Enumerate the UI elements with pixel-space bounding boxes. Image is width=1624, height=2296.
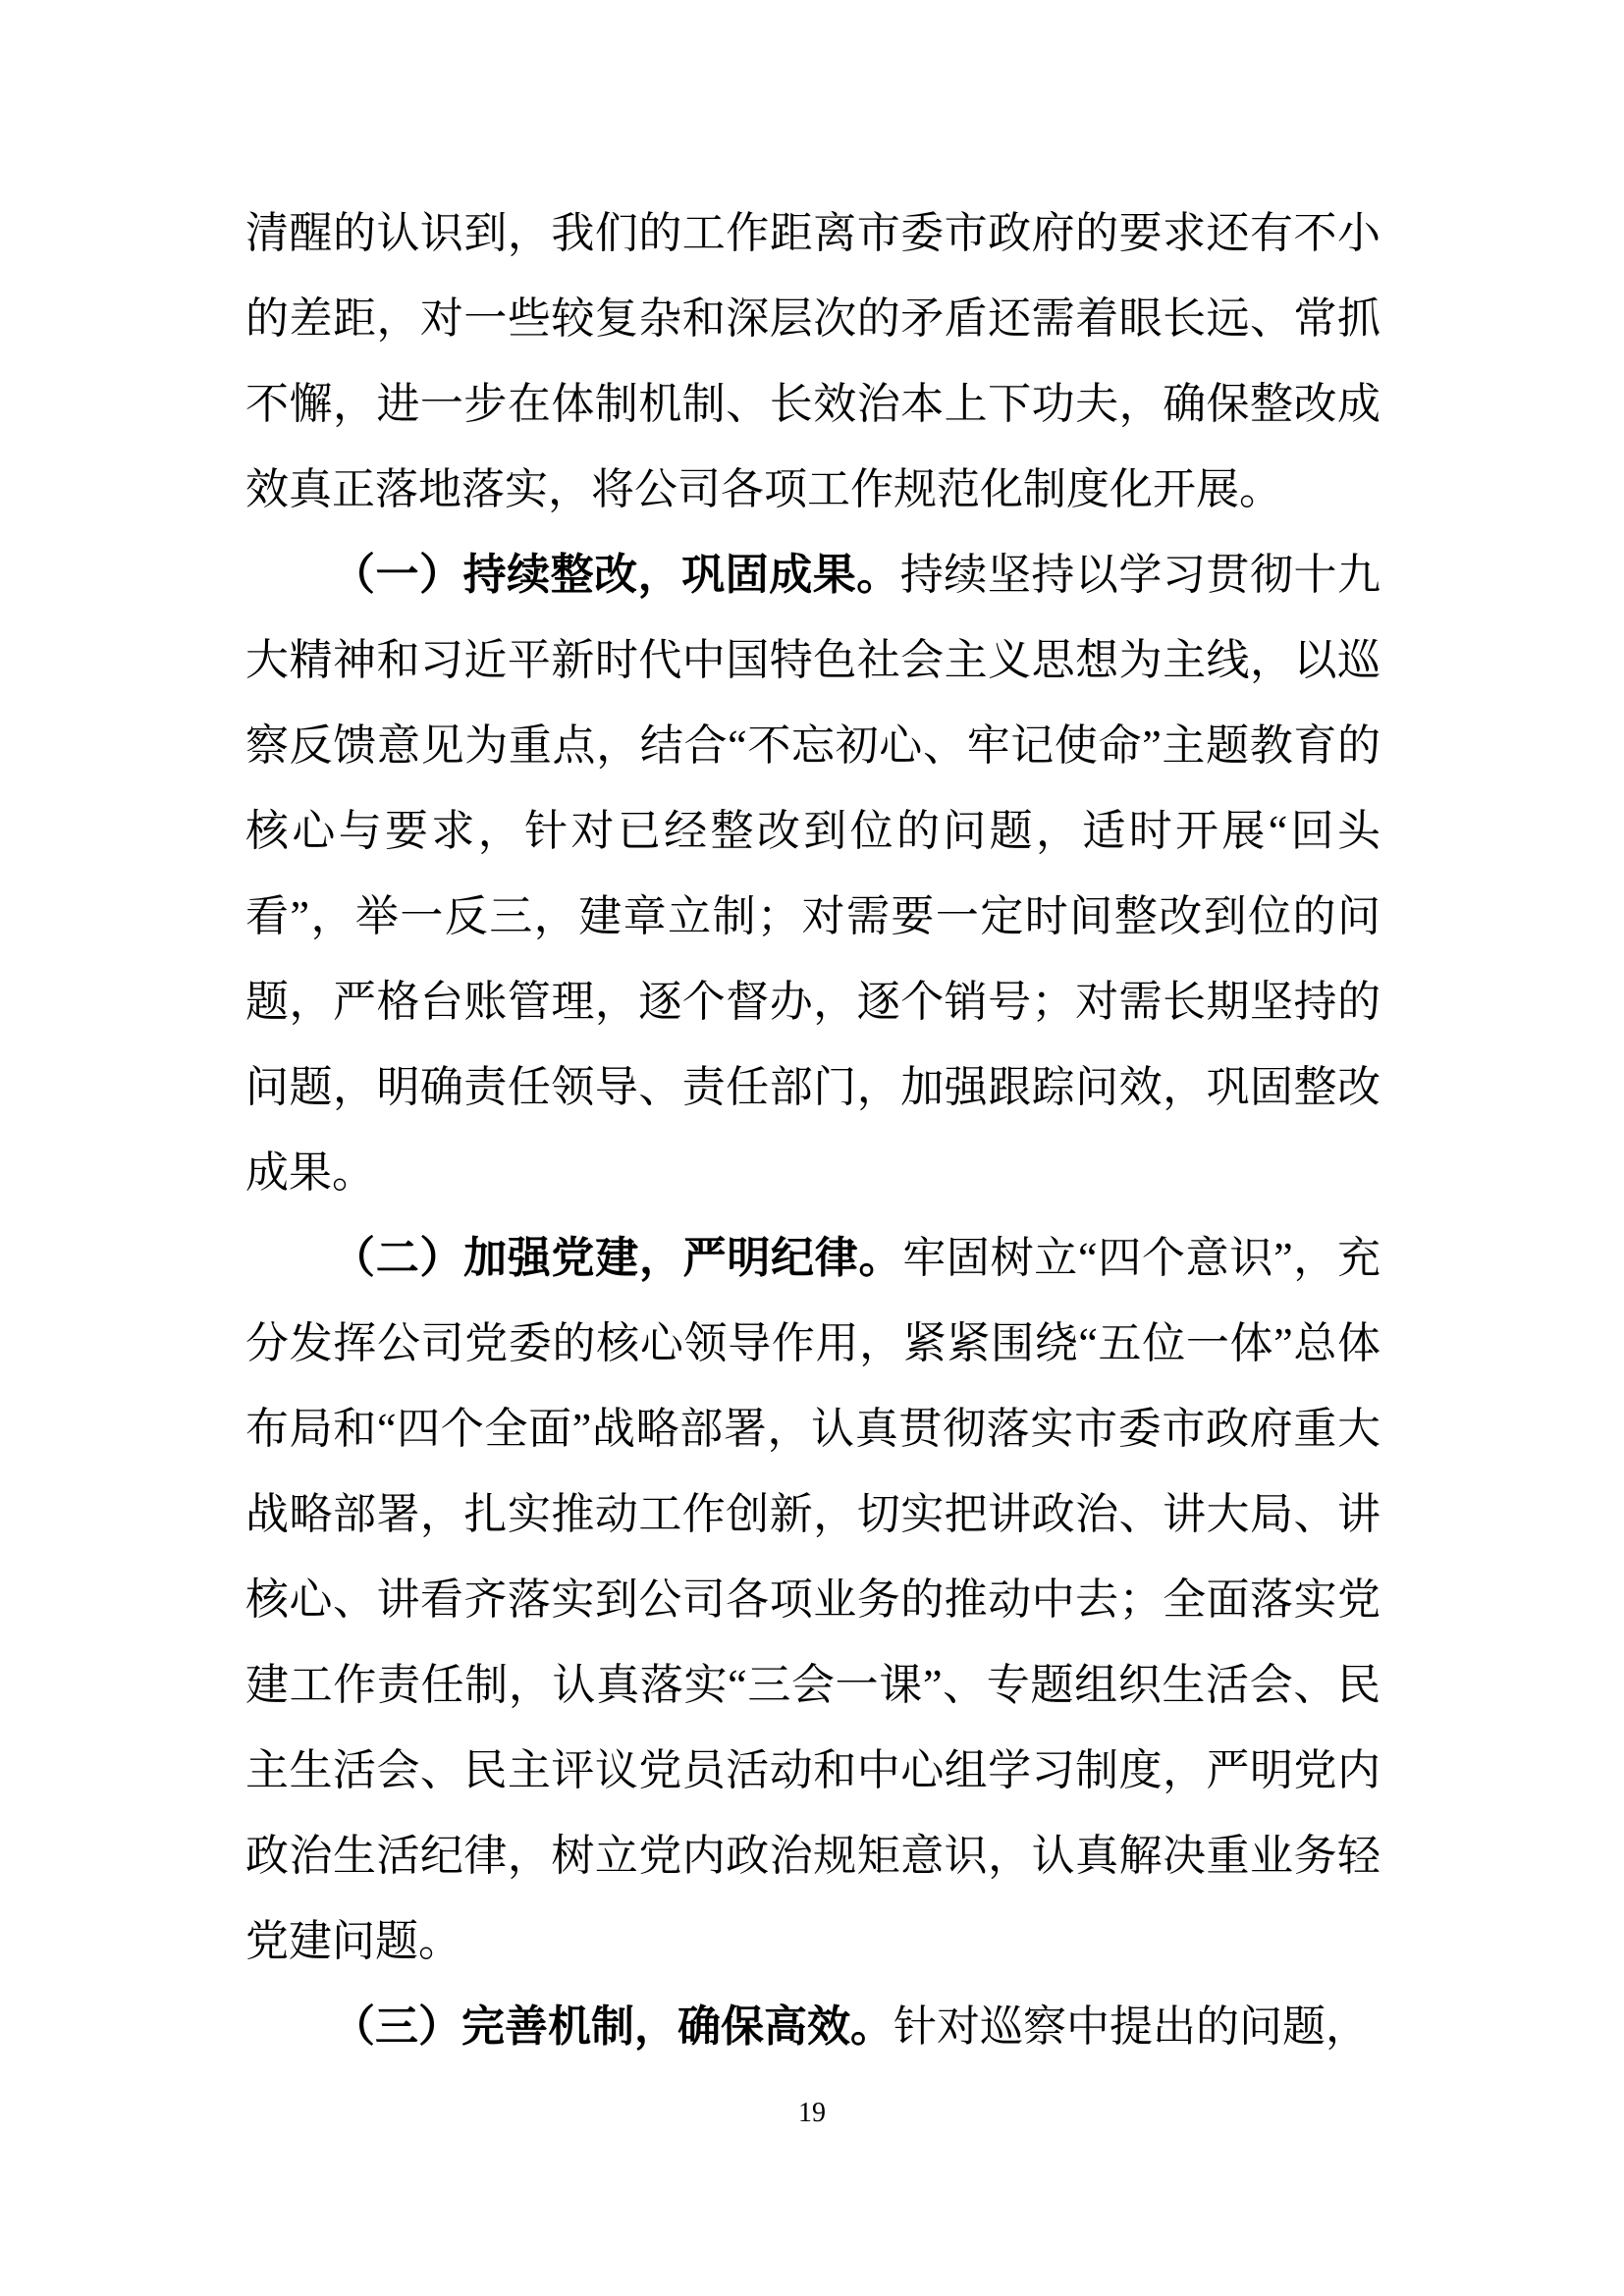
paragraph-lead: （三）完善机制，确保高效。 [332,2002,893,2051]
document-body [245,190,1380,2069]
paragraph-text: 清醒的认识到，我们的工作距离市委市政府的要求还有不小的差距，对一些较复杂和深层次的矛盾还需着眼长远、常抓不懈，进一步在体制机制、长效治本上下功夫，确保整改成效真正落地落实，将公司各项工作规范化制度化开展。 [245,209,1380,513]
paragraph-text: 牢固树立“四个意识”，充分发挥公司党委的核心领导作用，紧紧围绕“五位一体”总体布局和“四个全面”战略部署，认真贯彻落实市委市政府重大战略部署，扎实推动工作创新，切实把讲政治、讲大局、讲核心、讲看齐落实到公司各项业务的推动中去；全面落实党建工作责任制，认真落实“三会一课”、专题组织生活会、民主生活会、民主评议党员活动和中心组学习制度，严明党内政治生活纪律，树立党内政治规矩意识，认真解决重业务轻党建问题。 [245,1234,1381,1965]
paragraph-text: 针对巡察中提出的问题， [893,2002,1369,2051]
paragraph [245,532,1380,1215]
paragraph [245,190,1380,532]
paragraph-text: 持续坚持以学习贯彻十九大精神和习近平新时代中国特色社会主义思想为主线，以巡察反馈意见为重点，结合“不忘初心、牢记使命”主题教育的核心与要求，针对已经整改到位的问题，适时开展“回头看”，举一反三，建章立制；对需要一定时间整改到位的问题，严格台账管理，逐个督办，逐个销号；对需长期坚持的问题，明确责任领导、责任部门，加强跟踪问效，巩固整改成果。 [245,551,1380,1197]
page-number: 19 [798,2098,826,2128]
paragraph [245,1984,1380,2069]
paragraph-lead: （一）持续整改，巩固成果。 [332,551,900,599]
paragraph-lead: （二）加强党建，严明纪律。 [332,1234,903,1282]
paragraph [245,1215,1380,1984]
